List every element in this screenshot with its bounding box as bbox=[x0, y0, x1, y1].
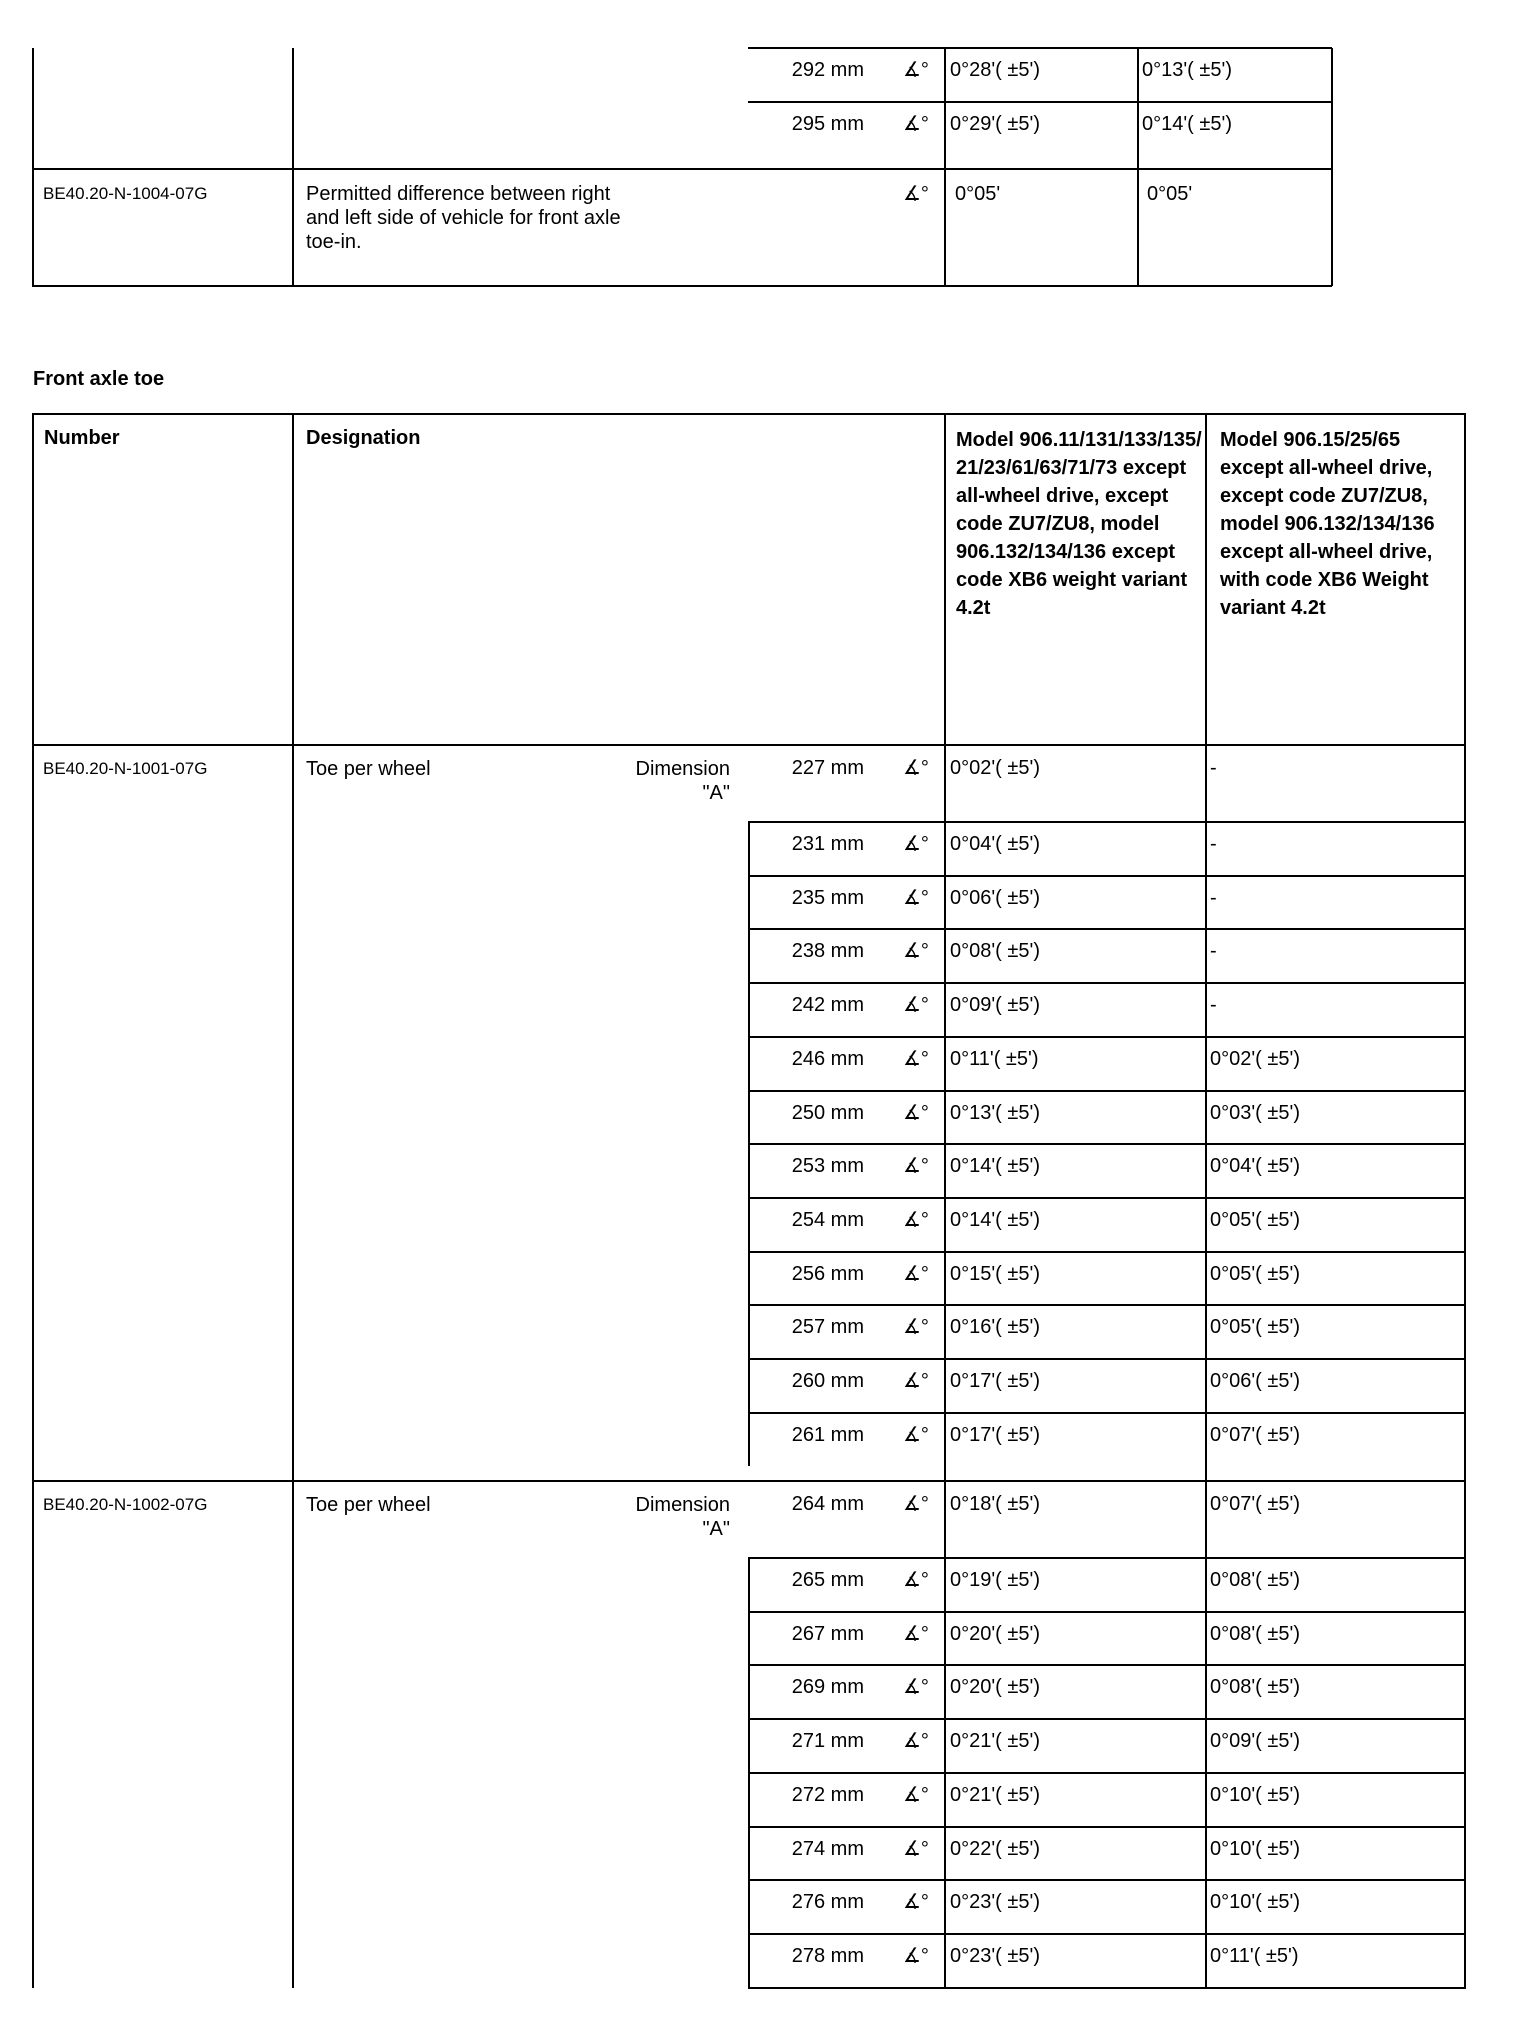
spec-designation: Toe per wheel bbox=[306, 758, 431, 780]
toe-value-model1: 0°18'( ±5') bbox=[950, 1493, 1040, 1515]
row-divider-vertical bbox=[748, 1718, 750, 1772]
angle-icon: ∡° bbox=[903, 1263, 929, 1285]
row-divider-vertical bbox=[748, 1197, 750, 1251]
angle-icon: ∡° bbox=[903, 1730, 929, 1752]
toe-value-model2: 0°08'( ±5') bbox=[1210, 1623, 1300, 1645]
row-divider-vertical bbox=[748, 1143, 750, 1197]
toe-value-model1: 0°04'( ±5') bbox=[950, 833, 1040, 855]
row-divider-vertical bbox=[748, 1358, 750, 1412]
toe-value-model2: 0°05'( ±5') bbox=[1210, 1316, 1300, 1338]
row-divider-vertical bbox=[748, 982, 750, 1036]
dimension-value: 231 mm bbox=[791, 833, 864, 855]
dimension-label: Dimension "A" bbox=[635, 758, 730, 804]
row-divider-vertical bbox=[748, 1036, 750, 1090]
toe-value-model1: 0°14'( ±5') bbox=[950, 1209, 1040, 1231]
angle-icon: ∡° bbox=[903, 1838, 929, 1860]
angle-icon: ∡° bbox=[903, 757, 929, 779]
toe-value-model1: 0°28'( ±5') bbox=[950, 59, 1040, 81]
toe-value-model2: - bbox=[1210, 833, 1217, 855]
row-divider-vertical bbox=[748, 928, 750, 982]
dimension-value: 292 mm bbox=[791, 59, 864, 81]
toe-value-model1: 0°16'( ±5') bbox=[950, 1316, 1040, 1338]
toe-value-model2: 0°04'( ±5') bbox=[1210, 1155, 1300, 1177]
row-divider-vertical bbox=[748, 875, 750, 929]
dimension-value: 246 mm bbox=[791, 1048, 864, 1070]
angle-icon: ∡° bbox=[903, 1676, 929, 1698]
angle-icon: ∡° bbox=[903, 994, 929, 1016]
dimension-value: 271 mm bbox=[791, 1730, 864, 1752]
row-divider bbox=[748, 1197, 1466, 1199]
angle-icon: ∡° bbox=[903, 1316, 929, 1338]
row-divider-vertical bbox=[748, 1251, 750, 1305]
angle-icon: ∡° bbox=[903, 887, 929, 909]
row-divider-vertical bbox=[748, 821, 750, 875]
toe-value-model1: 0°02'( ±5') bbox=[950, 757, 1040, 779]
toe-value-model1: 0°15'( ±5') bbox=[950, 1263, 1040, 1285]
toe-value-model2: - bbox=[1210, 757, 1217, 779]
angle-icon: ∡° bbox=[903, 113, 929, 135]
toe-value-model2: 0°13'( ±5') bbox=[1142, 59, 1232, 81]
row-divider bbox=[748, 1090, 1466, 1092]
row-divider bbox=[748, 1611, 1466, 1613]
dimension-value: 257 mm bbox=[791, 1316, 864, 1338]
row-divider bbox=[748, 1664, 1466, 1666]
dimension-value: 278 mm bbox=[791, 1945, 864, 1967]
dimension-value: 274 mm bbox=[791, 1838, 864, 1860]
row-divider bbox=[748, 1772, 1466, 1774]
dimension-value: 272 mm bbox=[791, 1784, 864, 1806]
toe-value-model2: 0°06'( ±5') bbox=[1210, 1370, 1300, 1392]
dimension-value: 253 mm bbox=[791, 1155, 864, 1177]
toe-value-model2: - bbox=[1210, 940, 1217, 962]
row-divider bbox=[748, 1718, 1466, 1720]
toe-value-model2: 0°14'( ±5') bbox=[1142, 113, 1232, 135]
dimension-value: 261 mm bbox=[791, 1424, 864, 1446]
angle-icon: ∡° bbox=[903, 1155, 929, 1177]
row-divider bbox=[748, 982, 1466, 984]
row-divider-vertical bbox=[748, 1611, 750, 1665]
toe-value-model1: 0°09'( ±5') bbox=[950, 994, 1040, 1016]
dimension-value: 295 mm bbox=[791, 113, 864, 135]
row-divider bbox=[748, 1987, 1466, 1989]
toe-value-model1: 0°21'( ±5') bbox=[950, 1730, 1040, 1752]
spec-number: BE40.20-N-1004-07G bbox=[43, 184, 208, 203]
toe-value-model1: 0°06'( ±5') bbox=[950, 887, 1040, 909]
dimension-value: 227 mm bbox=[791, 757, 864, 779]
header-number: Number bbox=[44, 427, 120, 449]
angle-icon: ∡° bbox=[903, 1102, 929, 1124]
header-model1: Model 906.11/131/133/135/ 21/23/61/63/71/73 except all-wheel drive, except code ZU7/ZU8, model 906.132/134/136 except code XB6 weight variant 4.2t bbox=[956, 429, 1202, 619]
angle-icon: ∡° bbox=[903, 1784, 929, 1806]
row-divider bbox=[748, 1251, 1466, 1253]
toe-value-model2: 0°05'( ±5') bbox=[1210, 1263, 1300, 1285]
row-divider bbox=[748, 1933, 1466, 1935]
toe-value-model2: 0°09'( ±5') bbox=[1210, 1730, 1300, 1752]
toe-value-model2: 0°08'( ±5') bbox=[1210, 1676, 1300, 1698]
angle-icon: ∡° bbox=[903, 1945, 929, 1967]
row-divider-vertical bbox=[748, 1826, 750, 1880]
toe-value-model2: 0°07'( ±5') bbox=[1210, 1493, 1300, 1515]
row-divider bbox=[748, 1304, 1466, 1306]
dimension-value: 276 mm bbox=[791, 1891, 864, 1913]
dimension-value: 260 mm bbox=[791, 1370, 864, 1392]
angle-icon: ∡° bbox=[903, 59, 929, 81]
toe-value-model1: 0°21'( ±5') bbox=[950, 1784, 1040, 1806]
toe-value-model2: 0°02'( ±5') bbox=[1210, 1048, 1300, 1070]
permitted-value-model1: 0°05' bbox=[955, 183, 1001, 205]
angle-icon: ∡° bbox=[903, 183, 929, 205]
dimension-value: 265 mm bbox=[791, 1569, 864, 1591]
row-divider-vertical bbox=[748, 1557, 750, 1611]
dimension-value: 256 mm bbox=[791, 1263, 864, 1285]
angle-icon: ∡° bbox=[903, 1493, 929, 1515]
dimension-value: 254 mm bbox=[791, 1209, 864, 1231]
row-divider bbox=[748, 821, 1466, 823]
row-divider bbox=[748, 928, 1466, 930]
angle-icon: ∡° bbox=[903, 1209, 929, 1231]
toe-value-model2: 0°11'( ±5') bbox=[1210, 1945, 1299, 1967]
dimension-value: 269 mm bbox=[791, 1676, 864, 1698]
row-divider-vertical bbox=[748, 1412, 750, 1466]
row-divider bbox=[748, 1358, 1466, 1360]
toe-value-model2: 0°10'( ±5') bbox=[1210, 1891, 1300, 1913]
row-divider-vertical bbox=[748, 1879, 750, 1933]
section-title: Front axle toe bbox=[33, 368, 165, 390]
toe-value-model2: 0°03'( ±5') bbox=[1210, 1102, 1300, 1124]
toe-value-model1: 0°11'( ±5') bbox=[950, 1048, 1039, 1070]
angle-icon: ∡° bbox=[903, 1048, 929, 1070]
spec-number: BE40.20-N-1001-07G bbox=[43, 759, 208, 778]
angle-icon: ∡° bbox=[903, 1424, 929, 1446]
dimension-label: Dimension "A" bbox=[635, 1494, 730, 1540]
dimension-value: 267 mm bbox=[791, 1623, 864, 1645]
toe-value-model1: 0°08'( ±5') bbox=[950, 940, 1040, 962]
angle-icon: ∡° bbox=[903, 1623, 929, 1645]
toe-value-model1: 0°20'( ±5') bbox=[950, 1623, 1040, 1645]
row-divider-vertical bbox=[748, 1772, 750, 1826]
dimension-value: 235 mm bbox=[791, 887, 864, 909]
row-divider-vertical bbox=[748, 1664, 750, 1718]
toe-value-model1: 0°23'( ±5') bbox=[950, 1891, 1040, 1913]
toe-value-model2: 0°05'( ±5') bbox=[1210, 1209, 1300, 1231]
angle-icon: ∡° bbox=[903, 1891, 929, 1913]
dimension-value: 250 mm bbox=[791, 1102, 864, 1124]
row-divider bbox=[748, 1557, 1466, 1559]
header-model2: Model 906.15/25/65 except all-wheel drive, except code ZU7/ZU8, model 906.132/134/136 except all-wheel drive, with code XB6 Weight variant 4.2t bbox=[1220, 429, 1435, 619]
toe-value-model1: 0°17'( ±5') bbox=[950, 1424, 1040, 1446]
row-divider bbox=[748, 1036, 1466, 1038]
spec-designation: Toe per wheel bbox=[306, 1494, 431, 1516]
row-divider-vertical bbox=[748, 1933, 750, 1987]
angle-icon: ∡° bbox=[903, 833, 929, 855]
row-divider bbox=[748, 1826, 1466, 1828]
toe-value-model1: 0°13'( ±5') bbox=[950, 1102, 1040, 1124]
toe-value-model1: 0°22'( ±5') bbox=[950, 1838, 1040, 1860]
toe-value-model2: 0°08'( ±5') bbox=[1210, 1569, 1300, 1591]
permitted-value-model2: 0°05' bbox=[1147, 183, 1193, 205]
dimension-value: 264 mm bbox=[791, 1493, 864, 1515]
toe-value-model1: 0°20'( ±5') bbox=[950, 1676, 1040, 1698]
row-divider bbox=[748, 1412, 1466, 1414]
spec-designation: Permitted difference between right and left side of vehicle for front axle toe-in. bbox=[306, 183, 621, 253]
toe-value-model1: 0°29'( ±5') bbox=[950, 113, 1040, 135]
toe-value-model2: 0°07'( ±5') bbox=[1210, 1424, 1300, 1446]
toe-value-model2: - bbox=[1210, 887, 1217, 909]
angle-icon: ∡° bbox=[903, 1569, 929, 1591]
row-divider bbox=[748, 1879, 1466, 1881]
angle-icon: ∡° bbox=[903, 940, 929, 962]
header-designation: Designation bbox=[306, 427, 421, 449]
toe-value-model2: 0°10'( ±5') bbox=[1210, 1784, 1300, 1806]
toe-value-model1: 0°14'( ±5') bbox=[950, 1155, 1040, 1177]
toe-value-model1: 0°23'( ±5') bbox=[950, 1945, 1040, 1967]
row-divider bbox=[748, 1143, 1466, 1145]
toe-value-model1: 0°19'( ±5') bbox=[950, 1569, 1040, 1591]
row-divider bbox=[748, 875, 1466, 877]
dimension-value: 238 mm bbox=[791, 940, 864, 962]
toe-value-model2: 0°10'( ±5') bbox=[1210, 1838, 1300, 1860]
toe-value-model1: 0°17'( ±5') bbox=[950, 1370, 1040, 1392]
angle-icon: ∡° bbox=[903, 1370, 929, 1392]
spec-number: BE40.20-N-1002-07G bbox=[43, 1495, 208, 1514]
row-divider-vertical bbox=[748, 1090, 750, 1144]
dimension-value: 242 mm bbox=[791, 994, 864, 1016]
row-divider-vertical bbox=[748, 1304, 750, 1358]
toe-value-model2: - bbox=[1210, 994, 1217, 1016]
